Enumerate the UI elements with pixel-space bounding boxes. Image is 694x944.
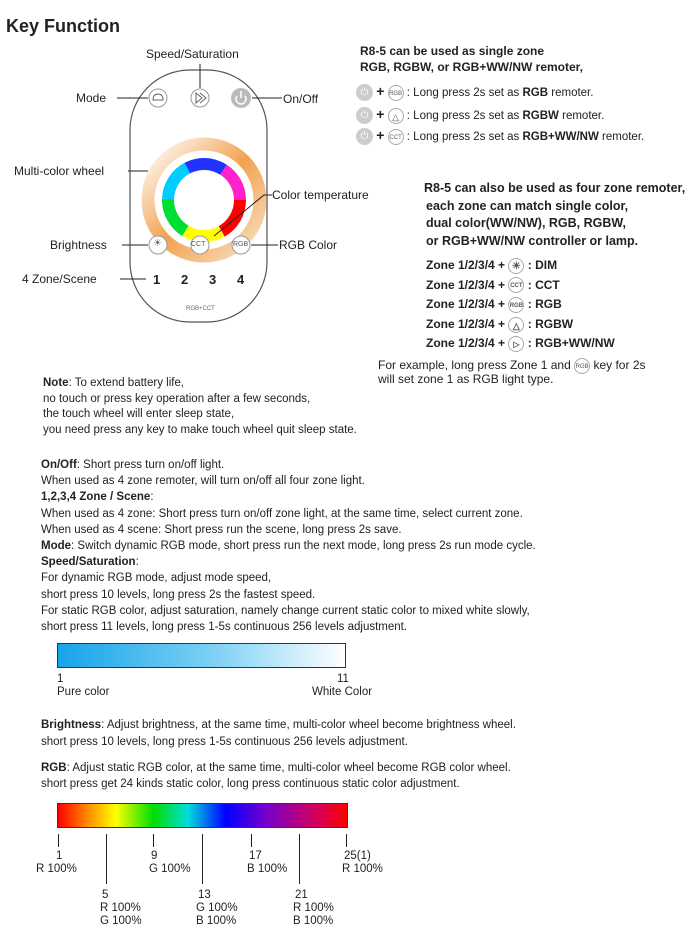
single-heading-2: RGB, RGBW, or RGB+WW/NW remoter, <box>360 60 584 74</box>
sat-left-text: Pure color <box>57 686 110 698</box>
brightness-desc: Brightness: Adjust brightness, at the same time, multi-color wheel become brightness wheel. short press 10 levels, long press 1-5s continuous 256 levels adjustment. <box>41 719 516 748</box>
single-row-rgb: ⏻ + RGB : Long press 2s set as RGB remoter. <box>356 83 593 101</box>
speed-icon: ▷ <box>508 336 524 352</box>
example-line-1: For example, long press Zone 1 and RGB key for 2s <box>378 358 646 373</box>
remote-illustration <box>0 40 300 330</box>
example-line-2: will set zone 1 as RGB light type. <box>378 372 554 386</box>
remote-model-label: RGB+CCT <box>186 306 215 312</box>
label-rgb-color: RGB Color <box>279 238 338 252</box>
rgb-tick <box>346 834 347 847</box>
saturation-bar <box>57 643 346 668</box>
rgb-key-icon: RGB <box>508 297 524 313</box>
label-mode: Mode <box>76 91 107 105</box>
rgb-tick <box>299 834 300 884</box>
mode-icon: △ <box>508 317 524 333</box>
zone-key-1: 1 <box>153 272 161 287</box>
rgb-tick <box>58 834 59 847</box>
note-block: Note: To extend battery life, no touch or press key operation after a few seconds, the touch wheel will enter sleep state, you need press any key to make touch wheel quit sleep state. <box>43 377 357 436</box>
rgb-tick <box>106 834 107 884</box>
rgb-tick-label: 1 R 100% <box>36 850 77 875</box>
zone-key-3: 3 <box>209 272 217 287</box>
rgb-spectrum-bar <box>57 803 348 828</box>
four-zone-intro: R8-5 can also be used as four zone remoter, each zone can match single color, dual color(WW/NW), RGB, RGBW, or RGB+WW/NW controller or lamp. <box>424 181 686 248</box>
sun-icon: ☀ <box>508 258 524 274</box>
rgb-tick-label: 5 R 100% G 100% <box>100 889 142 927</box>
zone-row-dim: Zone 1/2/3/4 + ☀ : DIM <box>426 258 558 272</box>
rgb-tick-label: 13 G 100% B 100% <box>196 889 238 927</box>
zone-row-rgb: Zone 1/2/3/4 + RGB : RGB <box>426 297 562 312</box>
power-icon: ⏻ <box>356 84 373 101</box>
sat-left-num: 1 <box>57 673 64 685</box>
mode-key-icon <box>149 89 167 107</box>
rgb-tick-label: 25(1) R 100% <box>342 850 383 875</box>
label-brightness: Brightness <box>50 238 107 252</box>
mode-icon: △ <box>388 108 404 124</box>
rgb-key-icon: RGB <box>388 85 404 101</box>
cct-key-label: CCT <box>191 241 206 248</box>
rgb-tick-label: 9 G 100% <box>149 850 191 875</box>
rgb-desc: RGB: Adjust static RGB color, at the same time, multi-color wheel become RGB color wheel. short press get 24 kinds static color, long press continuous static color adjustment. <box>41 762 511 790</box>
power-icon: ⏻ <box>356 107 373 124</box>
zone-row-rgbw: Zone 1/2/3/4 + △ : RGBW <box>426 316 574 331</box>
label-onoff: On/Off <box>283 92 319 106</box>
zone-key-2: 2 <box>181 272 189 287</box>
rgb-tick <box>202 834 203 884</box>
cct-key-icon: CCT <box>508 277 524 293</box>
label-color-temperature: Color temperature <box>272 188 369 202</box>
rgb-tick-label: 17 B 100% <box>247 850 288 875</box>
sat-right-num: 11 <box>337 673 349 685</box>
zone-row-cct: Zone 1/2/3/4 + CCT : CCT <box>426 277 560 292</box>
label-zone: 4 Zone/Scene <box>22 272 97 286</box>
label-wheel: Multi-color wheel <box>14 164 105 178</box>
single-row-rgbw: ⏻ + △ : Long press 2s set as RGBW remoter. <box>356 106 604 124</box>
rgb-tick <box>153 834 154 847</box>
rgb-tick <box>251 834 252 847</box>
cct-key-icon: CCT <box>388 129 404 145</box>
rgb-tick-label: 21 R 100% B 100% <box>293 889 334 927</box>
zone-row-rgbww: Zone 1/2/3/4 + ▷ : RGB+WW/NW <box>426 336 615 351</box>
four-zone-table <box>426 256 615 354</box>
rgb-key-icon: RGB <box>574 358 590 374</box>
page-title: Key Function <box>6 16 121 36</box>
power-icon: ⏻ <box>356 128 373 145</box>
sat-right-text: White Color <box>312 686 373 698</box>
label-speed: Speed/Saturation <box>146 47 239 61</box>
desc-block: On/Off: Short press turn on/off light. When used as 4 zone remoter, will turn on/off all four zone light. 1,2,3,4 Zone / Scene: When used as 4 zone: Short press turn on/off zone light, at the same time, select current zone. When used as 4 scene: Short press run the scene, long press 2s save. Mode: Switch dynamic RGB mode, short press run the next mode, long press 2s run mode cycle. Speed/Saturation: For dynamic RGB mode, adjust mode speed, short press 10 levels, long press 2s the fastest speed. For static RGB color, adjust saturation, namely change current static color to mixed white slowly, short press 11 levels, long press 1-5s continuous 256 levels adjustment. <box>41 459 536 634</box>
sun-icon: ☀ <box>153 238 162 249</box>
single-heading-1: R8-5 can be used as single zone <box>360 44 545 58</box>
zone-key-4: 4 <box>237 272 245 287</box>
single-row-rgbww: ⏻ + CCT : Long press 2s set as RGB+WW/NW remoter. <box>356 127 644 145</box>
rgb-key-label: RGB <box>233 241 249 248</box>
